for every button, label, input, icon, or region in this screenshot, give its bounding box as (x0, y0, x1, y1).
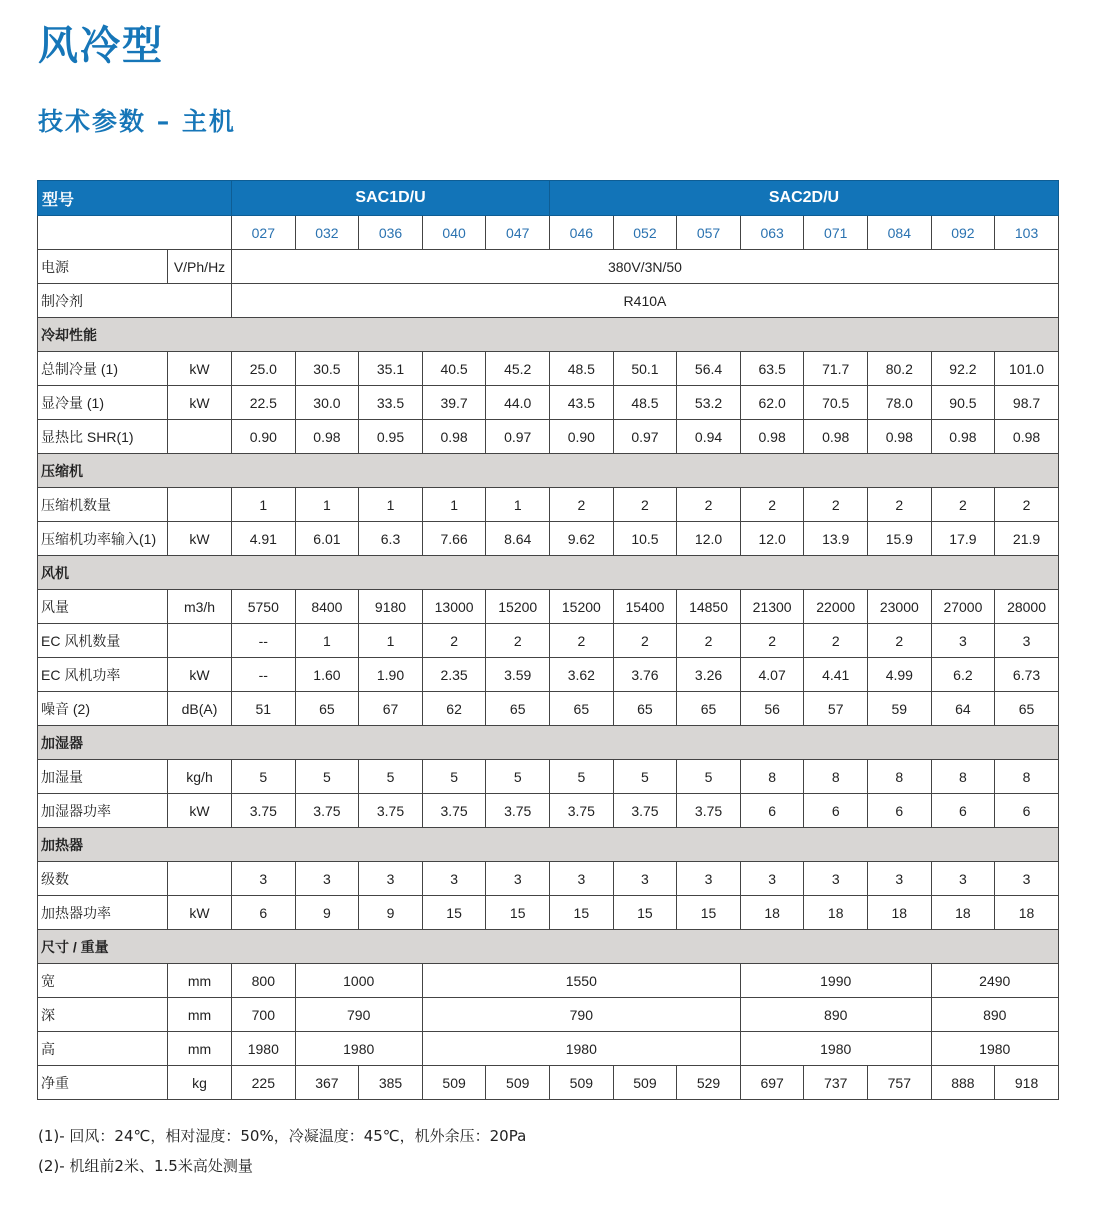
cell-value: 2 (740, 624, 804, 658)
cell-value: 0.97 (613, 420, 677, 454)
cell-value: 1 (422, 488, 486, 522)
cell-value: 15 (486, 896, 550, 930)
table-row (38, 522, 1059, 556)
table-row (38, 590, 1059, 624)
cell-value: 2 (550, 488, 614, 522)
cell-value: 3.75 (613, 794, 677, 828)
model-label: 型号 (38, 181, 232, 216)
cell-value: 10.5 (613, 522, 677, 556)
cell-value: 8 (804, 760, 868, 794)
group-sac2: SAC2D/U (550, 181, 1059, 216)
cell-value: 3.75 (486, 794, 550, 828)
cell-value: 30.5 (295, 352, 359, 386)
page-subtitle: 技术参数 – 主机 (38, 107, 236, 136)
table-row (38, 760, 1059, 794)
cell-value: 8 (740, 760, 804, 794)
cell-value: 3 (677, 862, 741, 896)
cell-value: 0.90 (232, 420, 296, 454)
cell-value: 59 (868, 692, 932, 726)
cell-value: 0.94 (677, 420, 741, 454)
table-row (38, 862, 1059, 896)
cell-value: 697 (740, 1066, 804, 1100)
cell-value: 101.0 (995, 352, 1059, 386)
cell-value: 0.98 (740, 420, 804, 454)
cell-value: 0.98 (868, 420, 932, 454)
cell-value: 1.90 (359, 658, 423, 692)
cell-value: 18 (740, 896, 804, 930)
cell-value: 6 (995, 794, 1059, 828)
section-row (38, 318, 1059, 352)
section-row (38, 930, 1059, 964)
cell-value: 3.75 (550, 794, 614, 828)
cell-value: 0.98 (931, 420, 995, 454)
cell-value: 63.5 (740, 352, 804, 386)
cell-value: 65 (486, 692, 550, 726)
cell-value: 13.9 (804, 522, 868, 556)
section-title: 风机 (38, 556, 1059, 590)
table-row (38, 1032, 1059, 1066)
cell-value: 757 (868, 1066, 932, 1100)
cell-value: 5 (422, 760, 486, 794)
row-name: 电源 (38, 250, 168, 284)
cell-value: 367 (295, 1066, 359, 1100)
cell-value: 15 (677, 896, 741, 930)
cell-value: 509 (486, 1066, 550, 1100)
cell-value: 1550 (422, 964, 740, 998)
cell-value: 2 (804, 488, 868, 522)
table-row (38, 386, 1059, 420)
cell-value: 2 (868, 624, 932, 658)
header-row (38, 181, 1059, 216)
models-blank (38, 216, 232, 250)
table-row (38, 896, 1059, 930)
cell-value: 6.2 (931, 658, 995, 692)
cell-value: 4.91 (232, 522, 296, 556)
cell-value: 44.0 (486, 386, 550, 420)
cell-value: 1980 (422, 1032, 740, 1066)
cell-value: 3 (931, 624, 995, 658)
model-code: 103 (995, 216, 1059, 250)
table-row (38, 624, 1059, 658)
section-row (38, 556, 1059, 590)
cell-value: 65 (995, 692, 1059, 726)
cell-value: 51 (232, 692, 296, 726)
cell-value: 2 (677, 624, 741, 658)
page-title: 风冷型 (38, 23, 164, 69)
cell-value: 4.99 (868, 658, 932, 692)
row-unit (168, 488, 232, 522)
model-code: 052 (613, 216, 677, 250)
cell-value: 18 (995, 896, 1059, 930)
cell-value: 800 (232, 964, 296, 998)
section-title: 加热器 (38, 828, 1059, 862)
model-code: 027 (232, 216, 296, 250)
cell-value: 225 (232, 1066, 296, 1100)
cell-value: 3 (232, 862, 296, 896)
cell-value: 22.5 (232, 386, 296, 420)
cell-value: 2 (931, 488, 995, 522)
cell-value: 8 (931, 760, 995, 794)
cell-value: 30.0 (295, 386, 359, 420)
row-unit: kW (168, 386, 232, 420)
cell-value: 0.98 (422, 420, 486, 454)
cell-value: 5 (486, 760, 550, 794)
group-sac1: SAC1D/U (232, 181, 550, 216)
cell-value: 70.5 (804, 386, 868, 420)
cell-value: 700 (232, 998, 296, 1032)
cell-value: 9 (359, 896, 423, 930)
cell-value: 2 (995, 488, 1059, 522)
cell-value: 0.98 (804, 420, 868, 454)
table-row (38, 658, 1059, 692)
model-code: 092 (931, 216, 995, 250)
cell-value: 8.64 (486, 522, 550, 556)
cell-value: 5 (359, 760, 423, 794)
cell-value: 5 (677, 760, 741, 794)
cell-value: 5 (295, 760, 359, 794)
model-code: 084 (868, 216, 932, 250)
cell-value: 90.5 (931, 386, 995, 420)
cell-value: 2 (422, 624, 486, 658)
model-code: 057 (677, 216, 741, 250)
cell-value: 6.3 (359, 522, 423, 556)
cell-value: 1.60 (295, 658, 359, 692)
cell-value: 48.5 (613, 386, 677, 420)
footnotes (38, 1124, 526, 1184)
section-row (38, 454, 1059, 488)
cell-value: 6 (931, 794, 995, 828)
row-unit: mm (168, 964, 232, 998)
cell-value: 3 (995, 624, 1059, 658)
cell-value: 3 (359, 862, 423, 896)
model-code: 063 (740, 216, 804, 250)
cell-value: 1980 (931, 1032, 1058, 1066)
cell-value: 80.2 (868, 352, 932, 386)
row-name: 压缩机功率输入(1) (38, 522, 168, 556)
cell-value: 6.01 (295, 522, 359, 556)
row-unit (168, 420, 232, 454)
cell-value: 0.90 (550, 420, 614, 454)
row-unit: mm (168, 998, 232, 1032)
cell-value: 48.5 (550, 352, 614, 386)
cell-value: 15 (550, 896, 614, 930)
cell-value: 2 (868, 488, 932, 522)
cell-value: 65 (677, 692, 741, 726)
cell-value: 5 (232, 760, 296, 794)
model-code: 046 (550, 216, 614, 250)
cell-value: 509 (550, 1066, 614, 1100)
cell-value: 3 (868, 862, 932, 896)
cell-value: 2 (613, 488, 677, 522)
cell-value: 28000 (995, 590, 1059, 624)
cell-value: 1 (359, 624, 423, 658)
cell-value: 15.9 (868, 522, 932, 556)
row-name: 宽 (38, 964, 168, 998)
model-code: 032 (295, 216, 359, 250)
row-unit: kg (168, 1066, 232, 1100)
row-unit (168, 862, 232, 896)
cell-value: 790 (422, 998, 740, 1032)
cell-value: 23000 (868, 590, 932, 624)
cell-value: 12.0 (740, 522, 804, 556)
row-unit: V/Ph/Hz (168, 250, 232, 284)
cell-value: 45.2 (486, 352, 550, 386)
cell-value: 12.0 (677, 522, 741, 556)
cell-value: 3.26 (677, 658, 741, 692)
row-unit: kg/h (168, 760, 232, 794)
model-code: 047 (486, 216, 550, 250)
cell-value: 3.62 (550, 658, 614, 692)
cell-value: 15200 (550, 590, 614, 624)
cell-value: 56.4 (677, 352, 741, 386)
model-code: 036 (359, 216, 423, 250)
cell-value: 3 (931, 862, 995, 896)
row-name: 总制冷量 (1) (38, 352, 168, 386)
table-row (38, 420, 1059, 454)
cell-value: 39.7 (422, 386, 486, 420)
cell-value: 6 (804, 794, 868, 828)
cell-value: 15 (422, 896, 486, 930)
row-name: 制冷剂 (38, 284, 232, 318)
cell-value: -- (232, 624, 296, 658)
cell-value: 1 (359, 488, 423, 522)
cell-value: 92.2 (931, 352, 995, 386)
table-row (38, 794, 1059, 828)
cell-value: 5750 (232, 590, 296, 624)
cell-value: 14850 (677, 590, 741, 624)
section-title: 尺寸 / 重量 (38, 930, 1059, 964)
footnote: (2)- 机组前2米、1.5米高处测量 (38, 1157, 253, 1175)
cell-value: 737 (804, 1066, 868, 1100)
row-name: 加湿器功率 (38, 794, 168, 828)
row-name: EC 风机功率 (38, 658, 168, 692)
cell-value: 18 (804, 896, 868, 930)
cell-value: 2 (613, 624, 677, 658)
spec-table (37, 180, 1059, 1100)
section-title: 加湿器 (38, 726, 1059, 760)
cell-value: 4.41 (804, 658, 868, 692)
cell-value: 3 (486, 862, 550, 896)
table-row (38, 352, 1059, 386)
cell-value: 509 (613, 1066, 677, 1100)
row-name: 级数 (38, 862, 168, 896)
row-value: R410A (232, 284, 1059, 318)
cell-value: 21.9 (995, 522, 1059, 556)
section-title: 压缩机 (38, 454, 1059, 488)
cell-value: 9.62 (550, 522, 614, 556)
table-row (38, 250, 1059, 284)
cell-value: 3.75 (422, 794, 486, 828)
cell-value: 6 (740, 794, 804, 828)
row-unit (168, 624, 232, 658)
cell-value: 15 (613, 896, 677, 930)
cell-value: 2.35 (422, 658, 486, 692)
cell-value: 17.9 (931, 522, 995, 556)
cell-value: 62.0 (740, 386, 804, 420)
cell-value: 98.7 (995, 386, 1059, 420)
section-title: 冷却性能 (38, 318, 1059, 352)
cell-value: 67 (359, 692, 423, 726)
cell-value: 57 (804, 692, 868, 726)
cell-value: 2 (550, 624, 614, 658)
cell-value: 3.76 (613, 658, 677, 692)
model-code: 040 (422, 216, 486, 250)
cell-value: 9 (295, 896, 359, 930)
cell-value: 1 (295, 488, 359, 522)
table-row (38, 998, 1059, 1032)
cell-value: 6.73 (995, 658, 1059, 692)
cell-value: 890 (931, 998, 1058, 1032)
cell-value: 3.75 (677, 794, 741, 828)
cell-value: 13000 (422, 590, 486, 624)
cell-value: 385 (359, 1066, 423, 1100)
table-row (38, 284, 1059, 318)
cell-value: 3 (550, 862, 614, 896)
cell-value: 35.1 (359, 352, 423, 386)
cell-value: 1 (486, 488, 550, 522)
cell-value: 3 (613, 862, 677, 896)
cell-value: 27000 (931, 590, 995, 624)
cell-value: 3.75 (359, 794, 423, 828)
row-name: 压缩机数量 (38, 488, 168, 522)
cell-value: 71.7 (804, 352, 868, 386)
row-name: 噪音 (2) (38, 692, 168, 726)
cell-value: 2 (804, 624, 868, 658)
cell-value: 509 (422, 1066, 486, 1100)
row-unit: kW (168, 794, 232, 828)
cell-value: 3 (995, 862, 1059, 896)
row-unit: kW (168, 896, 232, 930)
row-unit: kW (168, 522, 232, 556)
cell-value: 888 (931, 1066, 995, 1100)
footnote: (1)- 回风：24℃，相对湿度：50%，冷凝温度：45℃，机外余压：20Pa (38, 1127, 527, 1145)
row-unit: kW (168, 658, 232, 692)
cell-value: 78.0 (868, 386, 932, 420)
cell-value: 3.75 (295, 794, 359, 828)
row-name: 高 (38, 1032, 168, 1066)
cell-value: 8 (868, 760, 932, 794)
row-name: 深 (38, 998, 168, 1032)
cell-value: 0.95 (359, 420, 423, 454)
cell-value: 1 (295, 624, 359, 658)
cell-value: 62 (422, 692, 486, 726)
cell-value: 2490 (931, 964, 1058, 998)
cell-value: 7.66 (422, 522, 486, 556)
cell-value: 6 (232, 896, 296, 930)
table-row (38, 1066, 1059, 1100)
cell-value: 2 (677, 488, 741, 522)
model-code: 071 (804, 216, 868, 250)
cell-value: 890 (740, 998, 931, 1032)
cell-value: 790 (295, 998, 422, 1032)
cell-value: 0.97 (486, 420, 550, 454)
cell-value: 5 (613, 760, 677, 794)
cell-value: 43.5 (550, 386, 614, 420)
cell-value: 65 (550, 692, 614, 726)
row-name: 加湿量 (38, 760, 168, 794)
cell-value: 22000 (804, 590, 868, 624)
cell-value: 18 (868, 896, 932, 930)
cell-value: 918 (995, 1066, 1059, 1100)
cell-value: 0.98 (995, 420, 1059, 454)
cell-value: 25.0 (232, 352, 296, 386)
cell-value: 3.75 (232, 794, 296, 828)
cell-value: 1990 (740, 964, 931, 998)
cell-value: 15200 (486, 590, 550, 624)
cell-value: -- (232, 658, 296, 692)
cell-value: 1 (232, 488, 296, 522)
cell-value: 65 (613, 692, 677, 726)
row-name: 显冷量 (1) (38, 386, 168, 420)
cell-value: 8400 (295, 590, 359, 624)
cell-value: 53.2 (677, 386, 741, 420)
cell-value: 6 (868, 794, 932, 828)
section-row (38, 726, 1059, 760)
cell-value: 4.07 (740, 658, 804, 692)
cell-value: 1000 (295, 964, 422, 998)
models-row (38, 216, 1059, 250)
cell-value: 50.1 (613, 352, 677, 386)
cell-value: 64 (931, 692, 995, 726)
cell-value: 8 (995, 760, 1059, 794)
row-unit: kW (168, 352, 232, 386)
cell-value: 3 (422, 862, 486, 896)
cell-value: 9180 (359, 590, 423, 624)
cell-value: 5 (550, 760, 614, 794)
row-name: 加热器功率 (38, 896, 168, 930)
cell-value: 33.5 (359, 386, 423, 420)
row-name: 风量 (38, 590, 168, 624)
table-row (38, 488, 1059, 522)
row-name: 净重 (38, 1066, 168, 1100)
cell-value: 15400 (613, 590, 677, 624)
cell-value: 0.98 (295, 420, 359, 454)
cell-value: 3 (804, 862, 868, 896)
cell-value: 1980 (232, 1032, 296, 1066)
section-row (38, 828, 1059, 862)
cell-value: 1980 (295, 1032, 422, 1066)
cell-value: 21300 (740, 590, 804, 624)
row-name: 显热比 SHR(1) (38, 420, 168, 454)
cell-value: 1980 (740, 1032, 931, 1066)
row-unit: mm (168, 1032, 232, 1066)
cell-value: 56 (740, 692, 804, 726)
table-row (38, 692, 1059, 726)
cell-value: 3 (740, 862, 804, 896)
cell-value: 18 (931, 896, 995, 930)
cell-value: 529 (677, 1066, 741, 1100)
cell-value: 3.59 (486, 658, 550, 692)
row-value: 380V/3N/50 (232, 250, 1059, 284)
cell-value: 40.5 (422, 352, 486, 386)
cell-value: 2 (740, 488, 804, 522)
cell-value: 2 (486, 624, 550, 658)
cell-value: 3 (295, 862, 359, 896)
row-name: EC 风机数量 (38, 624, 168, 658)
row-unit: m3/h (168, 590, 232, 624)
cell-value: 65 (295, 692, 359, 726)
table-row (38, 964, 1059, 998)
row-unit: dB(A) (168, 692, 232, 726)
